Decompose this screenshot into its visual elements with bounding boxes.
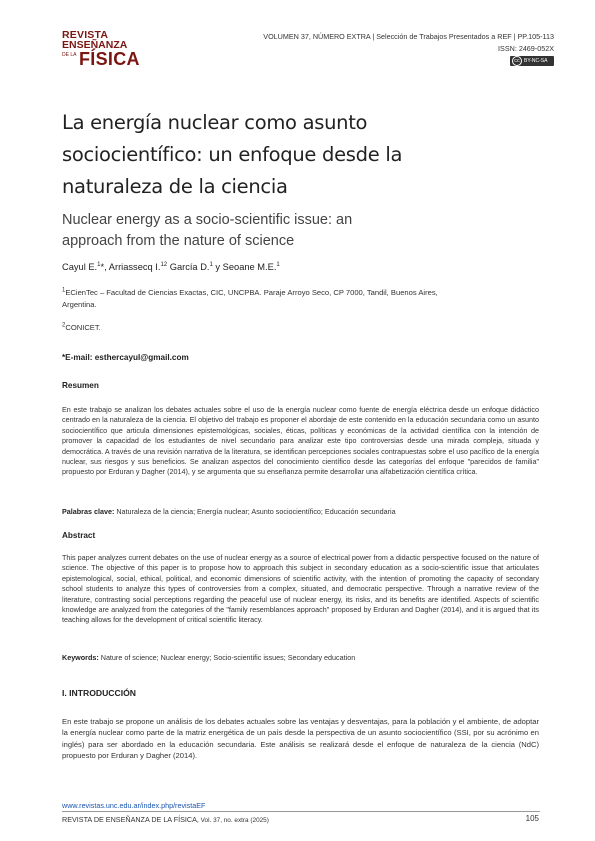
license-text: BY-NC-SA (524, 58, 548, 64)
palabras-clave-label: Palabras clave: (62, 507, 115, 516)
author-3: García D. (167, 262, 210, 272)
footer-journal (62, 815, 269, 824)
volume-info: VOLUMEN 37, NÚMERO EXTRA | Selección de Trabajos Presentados a REF | PP.105-113 (263, 32, 554, 41)
article-title-en (62, 210, 542, 252)
footer-issue: Vol. 37, no. extra (2025) (198, 817, 269, 824)
affiliation-1 (62, 287, 542, 310)
cc-icon: cc (512, 56, 522, 66)
title-line-3: naturaleza de la ciencia (62, 175, 288, 198)
author-2: Arriassecq I. (108, 262, 161, 272)
page-number: 105 (525, 814, 539, 823)
resumen-heading: Resumen (62, 381, 99, 390)
author-list (62, 262, 280, 272)
title-line-2: sociocientífico: un enfoque desde la (62, 143, 403, 166)
abstract-keywords (62, 653, 539, 663)
abstract-heading: Abstract (62, 531, 96, 540)
footer-divider (62, 811, 540, 812)
logo-line-3: DE LA (62, 52, 77, 58)
author-1: Cayul E. (62, 262, 98, 272)
intro-heading: I. INTRODUCCIÓN (62, 688, 136, 698)
affiliation-1-sup: 1 (62, 287, 66, 294)
author-3-sup: 1 (209, 261, 213, 268)
affiliation-1-text: ECienTec – Facultad de Ciencias Exactas, CIC, UNCPBA. Paraje Arroyo Seco, CP 7000, Tandil, Buenos Aires, (65, 288, 438, 297)
intro-text: En este trabajo se propone un análisis de los debates actuales sobre las ventajas y desventajas, para la población y el ambiente, de adoptar la energía nuclear como parte de la matriz energética de un país desde la perspectiva de un asunto sociocientífico (SSI, por su acrónimo en inglés) para ser abordado en la educación secundaria. Este análisis se realizará desde el enfoque de naturaleza de la ciencia (NdC) propuesto por Erduran y Dagher (2014). (62, 717, 539, 761)
keywords-label: Keywords: (62, 653, 99, 662)
title-line-1: La energía nuclear como asunto (62, 111, 368, 134)
issn: ISSN: 2469-052X (498, 44, 554, 53)
resumen-keywords (62, 507, 539, 517)
affiliation-2-text: CONICET. (65, 323, 101, 332)
resumen-text: En este trabajo se analizan los debates actuales sobre el uso de la energía nuclear como fuente de energía eléctrica desde un enfoque didáctico centrado en la naturaleza de la ciencia. El objetivo del trabajo es proponer el abordaje de este contenido en la educación secundaria como un asunto sociocientífico que articula dimensiones epistemológicas, sociales, éticas, políticas y económicas de la actividad científica con la intención de promover la capacidad de los estudiantes de nivel secundario para analizar este tipo controversias desde una mirada compleja, situada y democrática. A través de una revisión narrativa de la literatura, se identifican percepciones sociales contrapuestas sobre el uso pacífico de la energía nuclear, sus riesgos y sus beneficios. Se analizan aspectos del conocimiento científico desde las categorías del enfoque "parecidos de familia" propuesto por Erduran y Dagher (2014), y se argumenta que su enseñanza permite desarrollar una alfabetización científica crítica. (62, 405, 539, 477)
author-4: y Seoane M.E. (212, 262, 277, 272)
footer-journal-name: REVISTA DE ENSEÑANZA DE LA FÍSICA, (62, 815, 199, 824)
journal-logo (62, 29, 140, 76)
keywords-text: Nature of science; Nuclear energy; Socio-scientific issues; Secondary education (98, 653, 356, 662)
logo-line-1: REVISTA (62, 29, 109, 41)
logo-line-4: FÍSICA (79, 49, 140, 69)
author-email[interactable]: *E-mail: esthercayul@gmail.com (62, 353, 189, 362)
author-2-sup: 12 (160, 261, 168, 268)
affiliation-2 (62, 322, 542, 334)
creative-commons-badge[interactable] (510, 56, 554, 66)
article-title-es (62, 107, 542, 203)
affiliation-1-country: Argentina. (62, 299, 97, 309)
subtitle-line-1: Nuclear energy as a socio-scientific issue: an (62, 212, 353, 228)
author-1-sup: 1 (97, 261, 101, 268)
author-1-mark: *, (100, 262, 109, 272)
logo-line-2: ENSEÑANZA (62, 39, 128, 51)
journal-url-link[interactable]: www.revistas.unc.edu.ar/index.php/revistaEF (62, 801, 206, 810)
subtitle-line-2: approach from the nature of science (62, 233, 295, 249)
abstract-text: This paper analyzes current debates on the use of nuclear energy as a source of electrical power from a didactic perspective focused on the nature of science. The objective of this paper is to propose how to approach this subject in secondary education as a socio-scientific issue that articulates epistemological, social, ethical, political, and economic dimensions of scientific activity, with the intention of promoting the capacity of secondary school students to analyze this types of controversies from a complex, situated, and democratic perspective. Through a narrative review of the literature, contrasting social perceptions regarding the peaceful use of nuclear energy, its risks, and its benefits are identified. Aspects of scientific knowledge are analyzed from the categories of the "family resemblances approach" proposed by Erduran and Dagher (2014), and it is argued that its teaching allows for the development of critical scientific literacy. (62, 553, 539, 625)
affiliation-2-sup: 2 (62, 322, 66, 329)
palabras-clave-text: Naturaleza de la ciencia; Energía nuclear; Asunto sociocientífico; Educación secundaria (114, 507, 396, 516)
author-4-sup: 1 (276, 261, 280, 268)
